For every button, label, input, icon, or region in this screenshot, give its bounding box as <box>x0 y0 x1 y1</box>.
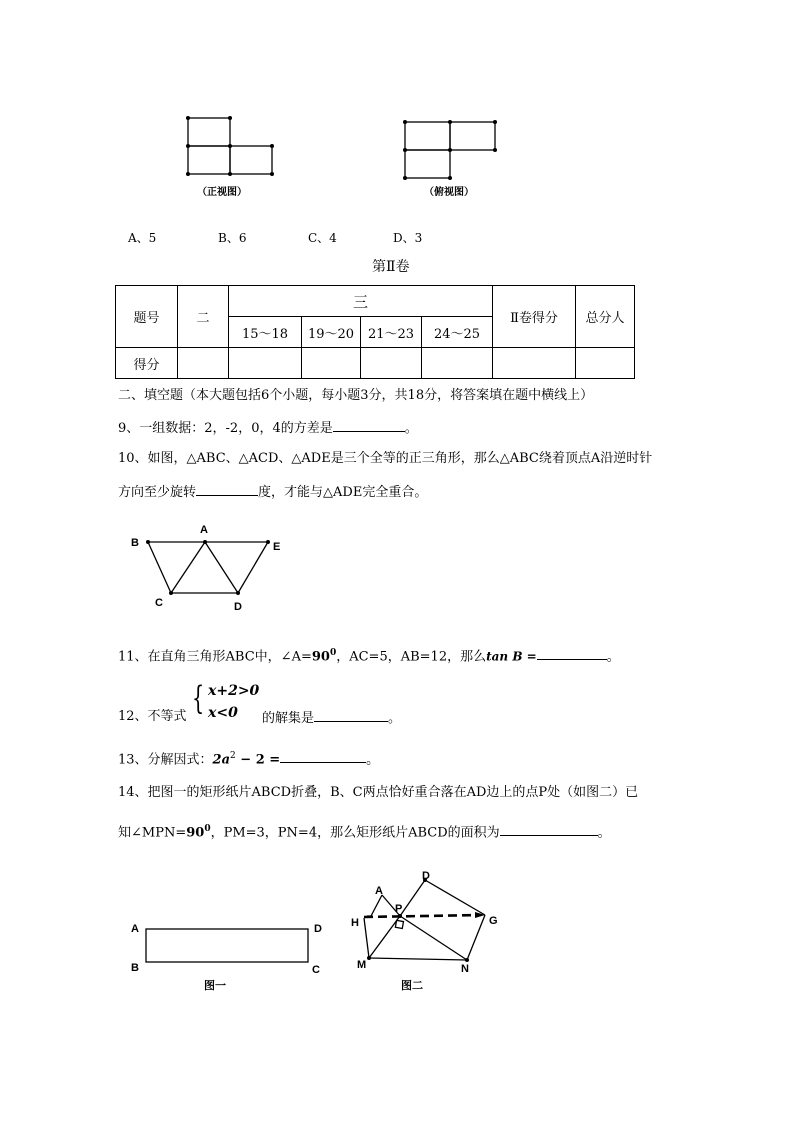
q11-answer-blank[interactable] <box>537 646 607 660</box>
q14-figure-1 <box>128 915 338 995</box>
section-two-heading: 二、填空题（本大题包括6个小题，每小题3分，共18分，将答案填在题中横线上） <box>118 388 594 403</box>
fig1-label-d: D <box>314 923 322 935</box>
q10-triangle-figure <box>128 518 298 618</box>
question-14-line2 <box>118 820 611 842</box>
question-13 <box>118 747 379 769</box>
top-view-figure <box>398 114 503 184</box>
question-9 <box>118 418 418 438</box>
fig1-caption: 图一 <box>204 980 226 992</box>
option-a: A、5 <box>128 231 157 245</box>
table-subcol: 15～18 <box>229 317 302 348</box>
q13-answer-blank[interactable] <box>280 749 366 763</box>
q10-label-c: C <box>155 597 163 609</box>
front-view-caption: （正视图） <box>197 187 247 198</box>
q12-end: 。 <box>388 711 402 726</box>
table-row-label-question: 题号 <box>116 286 178 348</box>
table-col-total: 总分人 <box>576 286 635 348</box>
score-cell[interactable] <box>361 348 422 379</box>
q13-end: 。 <box>366 752 380 768</box>
q9-text: 9、一组数据：2，-2，0，4的方差是 <box>118 421 333 436</box>
q11-text-b: ，AC=5，AB=12，那么 <box>336 649 487 665</box>
question-11 <box>118 644 620 666</box>
table-subcol: 19～20 <box>302 317 361 348</box>
q9-answer-blank[interactable] <box>333 418 405 432</box>
fig1-label-b: B <box>131 962 139 974</box>
score-cell[interactable] <box>493 348 576 379</box>
q13-expr-a: 2a <box>212 752 231 768</box>
question-10-line2 <box>118 482 427 502</box>
q10-line2-b: 度，才能与△ADE完全重合。 <box>258 485 428 500</box>
table-subcol: 24～25 <box>422 317 493 348</box>
fig1-label-c: C <box>312 964 320 976</box>
q11-end: 。 <box>606 649 620 665</box>
q14-line1: 14、把图一的矩形纸片ABCD折叠，B、C两点恰好重合落在AD边上的点P处（如图二）已 <box>118 785 639 800</box>
table-col-two: 二 <box>178 286 229 348</box>
table-col-three: 三 <box>229 286 493 317</box>
q9-end: 。 <box>404 421 418 436</box>
section-title: 第Ⅱ卷 <box>372 259 410 275</box>
option-b: B、6 <box>218 231 247 245</box>
q12-ineq2: x<0 <box>208 705 238 721</box>
fig2-label-p: P <box>395 903 403 915</box>
q10-answer-blank[interactable] <box>196 482 258 496</box>
q12-brace: { <box>192 679 205 717</box>
q14-deg-sup: 0 <box>204 824 211 834</box>
score-table <box>115 285 635 379</box>
score-cell[interactable] <box>422 348 493 379</box>
q13-expr-sup: 2 <box>230 751 236 761</box>
fig2-label-a: A <box>375 885 383 897</box>
score-cell[interactable] <box>229 348 302 379</box>
score-cell[interactable] <box>302 348 361 379</box>
q13-prefix: 13、分解因式： <box>118 752 213 768</box>
q10-label-d: D <box>234 601 242 613</box>
score-cell[interactable] <box>178 348 229 379</box>
q10-line2-a: 方向至少旋转 <box>118 485 197 500</box>
q11-deg-sup: 0 <box>329 648 337 658</box>
fig1-label-a: A <box>131 923 139 935</box>
table-row-label-score: 得分 <box>116 348 178 379</box>
q10-label-e: E <box>273 541 281 553</box>
fig2-label-g: G <box>489 915 498 927</box>
q12-answer-blank[interactable] <box>314 708 388 722</box>
fig2-label-d: D <box>422 870 430 882</box>
top-view-caption: （俯视图） <box>424 187 474 198</box>
option-c: C、4 <box>308 231 337 245</box>
fig2-caption: 图二 <box>401 980 423 992</box>
q12-ineq1: x+2>0 <box>208 683 260 699</box>
q14-line2-b: ，PM=3，PN=4，那么矩形纸片ABCD的面积为 <box>210 825 500 841</box>
q12-prefix: 12、不等式 <box>118 709 187 724</box>
fig2-label-m: M <box>357 959 367 971</box>
q10-label-a: A <box>200 524 208 536</box>
question-12-answer <box>262 708 401 728</box>
q14-line2-a: 知∠MPN= <box>118 825 187 841</box>
fig2-label-h: H <box>351 917 359 929</box>
fig2-label-n: N <box>461 963 469 975</box>
table-subcol: 21～23 <box>361 317 422 348</box>
score-cell[interactable] <box>576 348 635 379</box>
q14-figure-2 <box>345 868 515 998</box>
q10-label-b: B <box>131 537 139 549</box>
q11-tan: tan B = <box>486 649 537 664</box>
q14-deg: 90 <box>186 825 205 841</box>
q11-text-a: 11、在直角三角形ABC中，∠A= <box>118 649 312 665</box>
front-view-figure <box>180 110 280 182</box>
q12-suffix: 的解集是 <box>262 711 315 726</box>
q13-expr-b: − 2 = <box>235 752 281 768</box>
option-d: D、3 <box>393 231 423 245</box>
q10-line1: 10、如图，△ABC、△ACD、△ADE是三个全等的正三角形，那么△ABC绕着顶点A沿逆时针 <box>118 451 653 466</box>
q14-answer-blank[interactable] <box>500 822 598 836</box>
table-col-ii-score: Ⅱ卷得分 <box>493 286 576 348</box>
q11-deg: 90 <box>311 649 330 665</box>
q14-end: 。 <box>597 825 611 841</box>
